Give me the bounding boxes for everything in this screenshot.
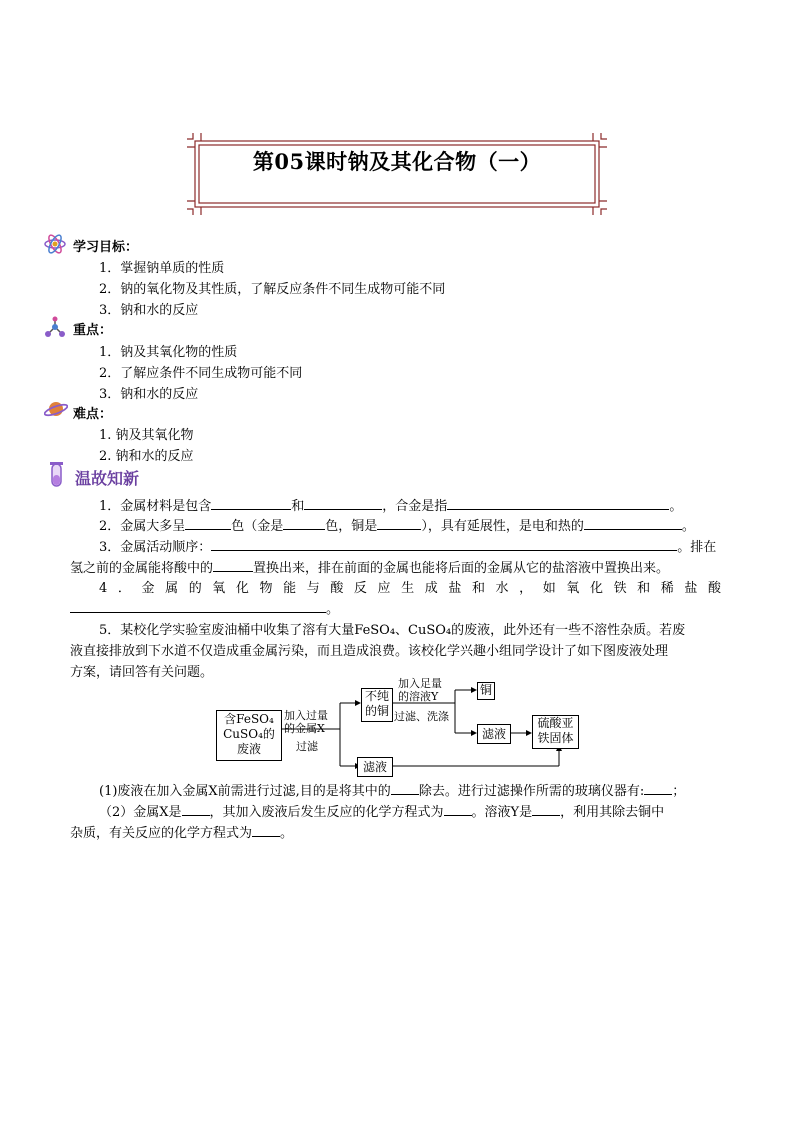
test-tube-icon bbox=[44, 460, 68, 490]
difficulty-item: 2. 钠和水的反应 bbox=[99, 449, 194, 464]
step-1-label-b: 的金属X bbox=[284, 722, 325, 735]
question-5-line-1: 5．某校化学实验室废油桶中收集了溶有大量FeSO₄、CuSO₄的废液，此外还有一些不溶性杂质。若废 bbox=[99, 623, 686, 638]
step-2-label-b: 的溶液Y bbox=[398, 690, 439, 703]
impure-copper-box: 不纯 的铜 bbox=[361, 688, 393, 722]
step-2-label-c: 过滤、洗涤 bbox=[394, 710, 449, 723]
difficulties-label: 难点： bbox=[73, 407, 113, 422]
step-2-label-a: 加入足量 bbox=[398, 677, 442, 690]
difficulty-item: 1. 钠及其氧化物 bbox=[99, 428, 194, 443]
copper-box: 铜 bbox=[477, 682, 495, 700]
ferrous-sulfate-box: 硫酸亚 铁固体 bbox=[532, 715, 579, 749]
question-1: 1．金属材料是包含 和 ，合金是指 。 bbox=[99, 499, 683, 514]
sub-question-2-cont: 杂质，有关反应的化学方程式为 。 bbox=[70, 826, 294, 841]
filtrate-top-box: 滤液 bbox=[477, 724, 511, 744]
objective-item: 2．钠的氧化物及其性质，了解反应条件不同生成物可能不同 bbox=[99, 282, 446, 297]
sub-question-1: (1)废液在加入金属X前需进行过滤,目的是将其中的 除去。进行过滤操作所需的玻璃仪器有: ； bbox=[99, 784, 686, 799]
molecule-icon bbox=[44, 316, 66, 338]
key-point-item: 2．了解应条件不同生成物可能不同 bbox=[99, 366, 303, 381]
question-3: 3．金属活动顺序： 。排在 bbox=[99, 540, 717, 555]
step-1-label-a: 加入过量 bbox=[284, 709, 328, 722]
filtrate-bottom-box: 滤液 bbox=[357, 757, 393, 777]
key-point-item: 1．钠及其氧化物的性质 bbox=[99, 345, 238, 360]
objective-item: 1．掌握钠单质的性质 bbox=[99, 261, 225, 276]
planet-icon bbox=[44, 398, 68, 420]
key-points-label: 重点： bbox=[73, 323, 113, 338]
step-1-label-c: 过滤 bbox=[296, 740, 318, 753]
atom-icon bbox=[44, 233, 66, 255]
question-4: 4．金属的氧化物能与酸反应生成盐和水，如氧化铁和稀盐酸 bbox=[99, 581, 721, 596]
objectives-label: 学习目标： bbox=[73, 240, 139, 255]
waste-liquid-box: 含FeSO₄ CuSO₄的 废液 bbox=[216, 710, 282, 761]
page-title: 第05课时钠及其化合物（一） bbox=[252, 149, 542, 174]
question-5-line-2: 液直接排放到下水道不仅造成重金属污染，而且造成浪费。该校化学兴趣小组同学设计了如下图废液处理 bbox=[70, 644, 669, 659]
objective-item: 3．钠和水的反应 bbox=[99, 303, 199, 318]
question-4-cont: 。 bbox=[70, 598, 339, 617]
question-3-cont: 氢之前的金属能将酸中的 置换出来，排在前面的金属也能将后面的金属从它的盐溶液中置换出来。 bbox=[70, 561, 670, 576]
key-point-item: 3．钠和水的反应 bbox=[99, 387, 199, 402]
sub-question-2: （2）金属X是 ，其加入废液后发生反应的化学方程式为 。溶液Y是 ，利用其除去铜中 bbox=[99, 805, 665, 820]
question-5-line-3: 方案，请回答有关问题。 bbox=[70, 665, 214, 680]
review-heading: 温故知新 bbox=[75, 469, 140, 488]
question-2: 2．金属大多呈 色（金是 色，铜是 ），具有延展性，是电和热的 。 bbox=[99, 519, 695, 534]
